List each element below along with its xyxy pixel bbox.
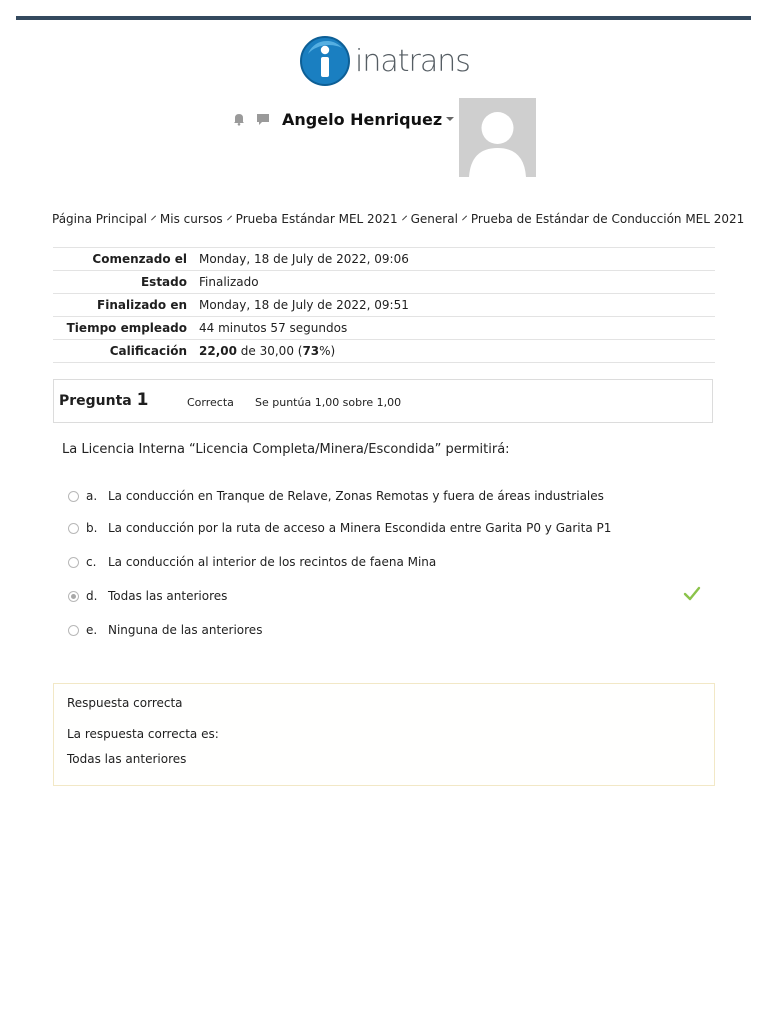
- answer-option-a[interactable]: [68, 486, 604, 506]
- radio-button[interactable]: [68, 625, 79, 636]
- answer-letter: c.: [86, 555, 97, 569]
- breadcrumb-item-course[interactable]: Prueba Estándar MEL 2021: [235, 212, 398, 226]
- answer-letter: d.: [86, 589, 98, 603]
- feedback-correct-label: La respuesta correcta es:: [67, 727, 219, 741]
- question-info-box: [53, 379, 713, 423]
- question-prefix: Pregunta: [59, 393, 132, 409]
- radio-button[interactable]: [68, 491, 79, 502]
- summary-label: Tiempo empleado: [53, 317, 199, 340]
- table-row: [53, 248, 715, 271]
- answer-text: La conducción en Tranque de Relave, Zonas Remotas y fuera de áreas industriales: [108, 489, 604, 503]
- answer-text: Todas las anteriores: [108, 589, 228, 603]
- answer-letter: e.: [86, 623, 98, 637]
- answer-option-b[interactable]: [68, 518, 611, 538]
- question-state: Correcta: [187, 396, 234, 409]
- feedback-correct-answer: Todas las anteriores: [67, 752, 187, 766]
- user-menu-row: [230, 105, 454, 133]
- summary-label: Calificación: [53, 340, 199, 363]
- summary-label: Comenzado el: [53, 248, 199, 271]
- summary-value: Monday, 18 de July de 2022, 09:51: [199, 294, 715, 317]
- logo-text: inatrans: [355, 43, 470, 79]
- bell-icon[interactable]: [230, 110, 248, 128]
- chevron-right-icon: [402, 216, 407, 221]
- chat-icon[interactable]: [254, 110, 272, 128]
- breadcrumb-item-quiz[interactable]: Prueba de Estándar de Conducción MEL 2021: [470, 212, 745, 226]
- logo-icon: [300, 36, 350, 86]
- radio-button[interactable]: [68, 557, 79, 568]
- summary-value: [199, 340, 715, 363]
- answer-text: La conducción al interior de los recintos de faena Mina: [108, 555, 437, 569]
- answer-letter: b.: [86, 521, 98, 535]
- breadcrumb: [52, 212, 745, 226]
- correct-check-icon: [683, 585, 701, 603]
- question-grade: Se puntúa 1,00 sobre 1,00: [255, 396, 402, 409]
- grade-suffix: %): [319, 344, 336, 358]
- radio-button[interactable]: [68, 523, 79, 534]
- summary-value: 44 minutos 57 segundos: [199, 317, 715, 340]
- answer-text: Ninguna de las anteriores: [108, 623, 263, 637]
- user-silhouette-icon: [459, 98, 536, 177]
- grade-total: de 30,00 (: [236, 344, 303, 358]
- answer-text: La conducción por la ruta de acceso a Minera Escondida entre Garita P0 y Garita P1: [108, 521, 612, 535]
- table-row: [53, 271, 715, 294]
- answer-option-c[interactable]: [68, 552, 436, 572]
- summary-value: Monday, 18 de July de 2022, 09:06: [199, 248, 715, 271]
- user-name[interactable]: Angelo Henriquez: [282, 109, 443, 129]
- breadcrumb-item-section[interactable]: General: [410, 212, 458, 226]
- question-title: [59, 390, 148, 410]
- table-row: [53, 317, 715, 340]
- summary-label: Estado: [53, 271, 199, 294]
- breadcrumb-item-home[interactable]: Página Principal: [52, 212, 147, 226]
- chevron-right-icon: [462, 216, 467, 221]
- inatrans-logo[interactable]: [300, 34, 470, 88]
- summary-value: Finalizado: [199, 271, 715, 294]
- feedback-result: Respuesta correcta: [67, 696, 183, 710]
- grade-percent: 73: [302, 344, 320, 358]
- avatar[interactable]: [459, 98, 536, 177]
- top-bar: [16, 16, 751, 20]
- table-row: [53, 294, 715, 317]
- radio-button-selected[interactable]: [68, 591, 79, 602]
- answer-letter: a.: [86, 489, 98, 503]
- answer-option-e[interactable]: [68, 620, 262, 640]
- quiz-summary-table: [53, 247, 715, 363]
- breadcrumb-item-my-courses[interactable]: Mis cursos: [159, 212, 223, 226]
- chevron-right-icon: [151, 216, 156, 221]
- question-text: La Licencia Interna “Licencia Completa/Minera/Escondida” permitirá:: [62, 442, 510, 457]
- question-number: 1: [136, 390, 149, 410]
- chevron-down-icon[interactable]: [446, 117, 454, 121]
- chevron-right-icon: [227, 216, 232, 221]
- grade-score: 22,00: [199, 344, 237, 358]
- summary-label: Finalizado en: [53, 294, 199, 317]
- table-row: [53, 340, 715, 363]
- feedback-box: [53, 683, 715, 786]
- answer-option-d[interactable]: [68, 586, 227, 606]
